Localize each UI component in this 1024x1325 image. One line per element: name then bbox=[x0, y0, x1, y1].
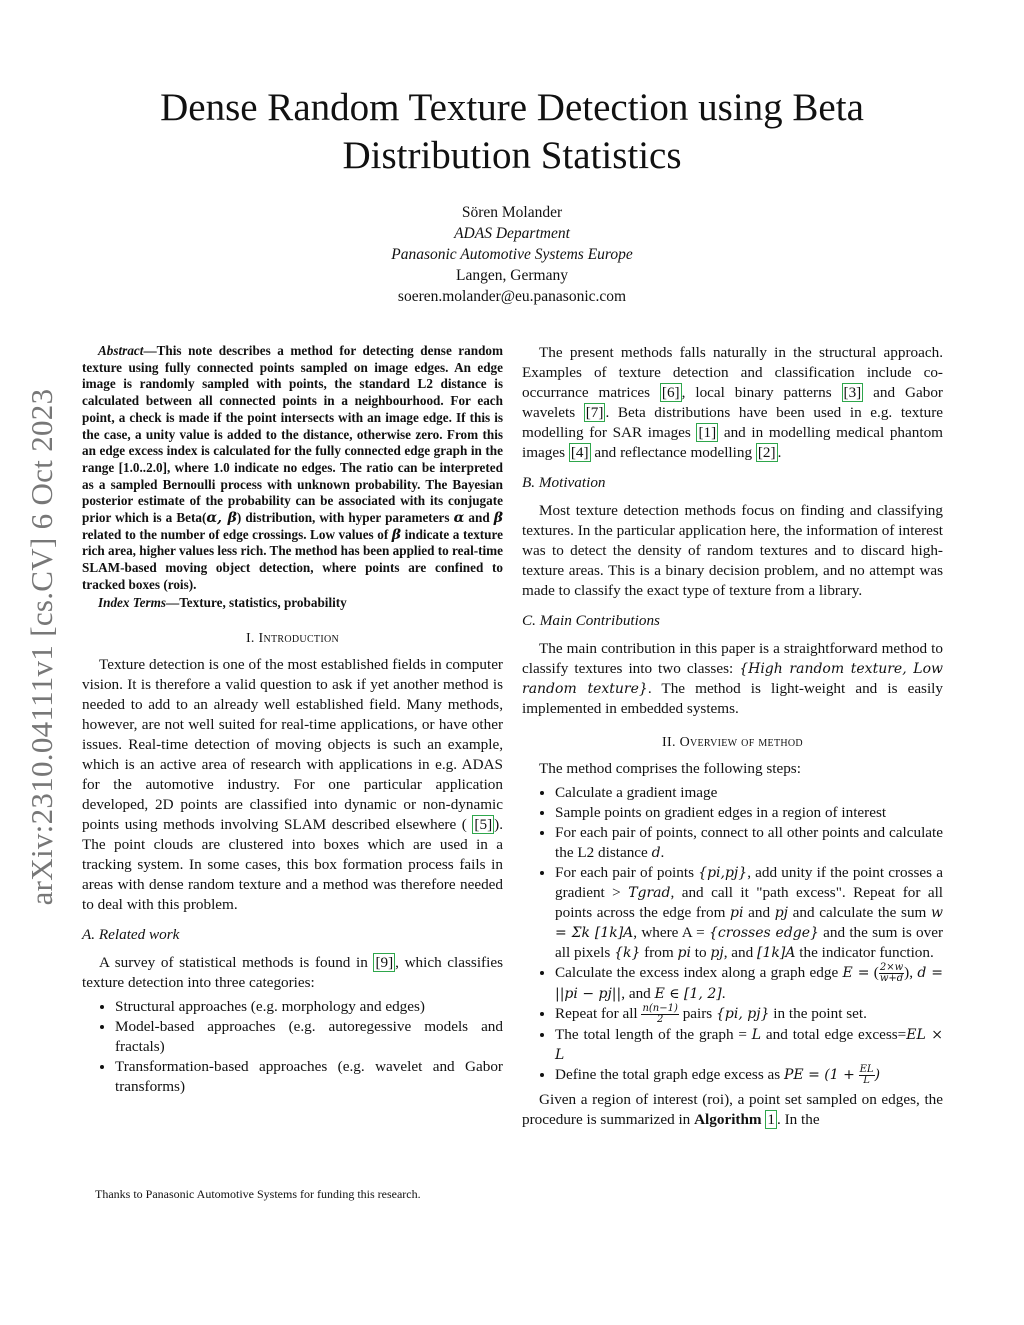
inline-math: d = ||pi − pj|| bbox=[555, 965, 943, 1003]
body-text: . In the bbox=[776, 1111, 820, 1129]
fraction bbox=[879, 963, 904, 984]
step-text: , and bbox=[621, 985, 655, 1003]
author-affiliation: Panasonic Automotive Systems Europe bbox=[391, 246, 633, 263]
method-steps-list bbox=[522, 783, 943, 1086]
inline-math: EL × L bbox=[555, 1027, 943, 1064]
list-item: • Calculate the excess index along a graph edge E = ( $\frac{2\times w}{w+d}$ ), d = ||pi − pj||, and E ∈ [1, 2]. bbox=[555, 963, 943, 1004]
overview-intro: The method comprises the following steps: bbox=[539, 760, 801, 777]
arxiv-sidebar bbox=[12, 365, 72, 930]
step-text: Calculate the excess index along a graph edge bbox=[555, 964, 843, 981]
step-text: Repeat for all bbox=[555, 1005, 642, 1023]
citation-link[interactable]: [3] bbox=[843, 384, 862, 401]
step-text: . bbox=[660, 844, 665, 861]
section-heading-introduction: I. Introduction bbox=[245, 630, 340, 646]
subsection-heading-related-work: A. Related work bbox=[82, 925, 180, 943]
citation-link[interactable]: [7] bbox=[585, 404, 604, 421]
step-text: and the sum is over all pixels bbox=[555, 924, 943, 961]
inline-math: E = bbox=[842, 965, 870, 981]
body-text: . The method is light-weight and is easily implemented in embedded systems. bbox=[522, 680, 943, 717]
inline-math: L bbox=[751, 1027, 762, 1044]
step-text: For each pair of points, connect to all other points and calculate the L2 distance bbox=[555, 824, 943, 861]
algorithm-label: Algorithm bbox=[694, 1111, 762, 1129]
body-text: Given a region of interest (roi), a point set sampled on edges, the procedure is summarized in bbox=[522, 1091, 943, 1129]
inline-math: ) bbox=[874, 1067, 881, 1084]
abstract bbox=[82, 343, 503, 594]
inline-math: PE = (1 + bbox=[783, 1067, 855, 1084]
abstract-text: and bbox=[464, 510, 494, 526]
step-text: . bbox=[721, 985, 726, 1003]
list-item: • Transformation-based approaches (e.g. wavelet and Gabor transforms) bbox=[115, 1057, 503, 1097]
abstract-text: related to the number of edge crossings. Low values of bbox=[82, 526, 392, 542]
citation-link[interactable]: [2] bbox=[757, 444, 776, 461]
abstract-text: —This note describes a method for detecting dense random texture using fully connected points sampled on image edges. An edge image is randomly sampled with points, the standard L2 distance is calculated between all connected points in a neighbourhood. For each point, a check is made if the point intersects with an image edge. If this is the case, a unity value is added to the distance, otherwise zero. From this an edge excess index is calculated for the fully connected edge graph in the range [1.0..2.0], where 1.0 indicate no edges. The ratio can be interpreted as a sampled Bernoulli process with unknown probability. The Bayesian posterior estimate of the probability can be associated with its conjugate prior which is a Beta( bbox=[82, 343, 503, 526]
inline-math: w = Σk [1k]A bbox=[555, 905, 943, 941]
inline-math: pi bbox=[677, 945, 691, 961]
related-methods-paragraph bbox=[522, 343, 943, 463]
related-text: , which classifies texture detection into three categories: bbox=[82, 953, 503, 991]
inline-math: E ∈ [1, 2] bbox=[654, 986, 722, 1003]
summary-paragraph bbox=[522, 1090, 943, 1130]
citation-link[interactable]: [5] bbox=[474, 815, 493, 833]
list-item: • Model-based approaches (e.g. autoregessive models and fractals) bbox=[115, 1017, 503, 1057]
abstract-math: α, β bbox=[206, 510, 237, 527]
inline-math: {pi, pj} bbox=[716, 1006, 770, 1023]
step-text: pairs bbox=[678, 1005, 717, 1023]
subsection-heading-motivation: B. Motivation bbox=[522, 474, 606, 491]
step-text: to bbox=[690, 944, 711, 961]
inline-math: pj bbox=[710, 945, 724, 961]
right-column bbox=[522, 343, 943, 1130]
step-text: , add unity if the point crosses a gradient > bbox=[555, 864, 943, 901]
arxiv-identifier: arXiv:2310.04111v1 [cs.CV] 6 Oct 2023 bbox=[24, 388, 59, 906]
left-column bbox=[82, 343, 503, 1101]
step-text: and bbox=[743, 904, 775, 921]
section-heading-overview: II. Overview of method bbox=[662, 735, 803, 750]
citation-link[interactable]: [4] bbox=[570, 444, 589, 461]
step-text: , where A = bbox=[633, 924, 709, 941]
author-department: ADAS Department bbox=[454, 225, 570, 242]
inline-math: pj bbox=[774, 905, 789, 921]
subsection-heading-contributions: C. Main Contributions bbox=[522, 612, 660, 629]
body-text: and reflectance modelling bbox=[590, 444, 756, 461]
citation-link[interactable]: 1 bbox=[767, 1111, 775, 1129]
step-text: , and call it "path excess". Repeat for all points across the edge from bbox=[555, 884, 944, 921]
step-text: and calculate the sum bbox=[788, 904, 931, 921]
abstract-text: indicate a texture rich area, higher values less rich. The method has been applied to real-time SLAM-based moving object detection, where points are confined to tracked boxes (rois). bbox=[82, 526, 504, 592]
abstract-text: ) distribution, with hyper parameters bbox=[236, 510, 454, 526]
author-name: Sören Molander bbox=[461, 204, 563, 221]
step-text: Define the total graph edge excess as bbox=[555, 1066, 784, 1084]
abstract-math: β bbox=[391, 526, 402, 543]
list-item: • Structural approaches (e.g. morphology and edges) bbox=[115, 997, 503, 1017]
intro-text: Texture detection is one of the most established fields in computer vision. It is therefore a valid question to ask if yet another method is needed to add to an already well established field. Many methods, however, are not well suited for real-time applications, or have other issues. Real-time detection of moving objects is such an example, which is an active area of research with applications in e.g. ADAS for the automotive industry. For one particular application developed, 2D points are classified into dynamic or non-dynamic points using methods involving SLAM described elsewhere ( bbox=[82, 655, 503, 833]
fraction bbox=[641, 1004, 678, 1025]
fraction-denominator: 2 bbox=[656, 1014, 664, 1026]
intro-text: ). The point clouds are clustered into boxes which are used in a tracking system. In some cases, this box formation process fails in areas with dense random texture and a method was therefore needed to deal with this problem. bbox=[82, 815, 503, 913]
step-text: in the point set. bbox=[769, 1005, 867, 1023]
footnote: Thanks to Panasonic Automotive Systems for funding this research. bbox=[95, 1187, 421, 1201]
fraction bbox=[859, 1065, 875, 1086]
step-text: , and bbox=[723, 944, 758, 961]
list-item bbox=[555, 1025, 943, 1065]
abstract-label: Abstract bbox=[98, 343, 144, 358]
inline-math: {High random texture, Low random texture} bbox=[522, 661, 943, 697]
inline-math: {pi,pj} bbox=[698, 865, 748, 881]
list-item: • Calculate a gradient image bbox=[555, 783, 943, 803]
body-text: The main contribution in this paper is a straightforward method to classify textures into two classes: bbox=[522, 640, 943, 677]
body-text: . bbox=[777, 444, 782, 461]
step-text: and total edge excess= bbox=[761, 1026, 907, 1044]
step-text: the indicator function. bbox=[795, 944, 934, 961]
intro-paragraph bbox=[82, 655, 503, 915]
list-item: • Sample points on gradient edges in a region of interest bbox=[555, 803, 943, 823]
fraction-numerator: n(n−1) bbox=[642, 1003, 678, 1015]
body-text: The present methods falls naturally in the structural approach. Examples of texture detection and classification include co-occurrance matrices bbox=[522, 344, 943, 401]
citation-link[interactable]: [1] bbox=[698, 424, 717, 441]
inline-math: Tgrad bbox=[628, 885, 671, 901]
list-item bbox=[555, 823, 943, 863]
contributions-paragraph bbox=[522, 639, 943, 719]
body-text: . Beta distributions have been used in e.g. texture modelling for SAR images bbox=[522, 404, 943, 441]
citation-link[interactable]: [9] bbox=[375, 953, 394, 971]
inline-math: pi bbox=[730, 905, 744, 921]
author-block bbox=[262, 202, 762, 307]
list-item bbox=[555, 863, 943, 963]
fraction-numerator: EL bbox=[859, 1064, 874, 1076]
related-text: A survey of statistical methods is found in bbox=[99, 953, 374, 971]
author-location: Langen, Germany bbox=[456, 267, 568, 284]
author-email: soeren.molander@eu.panasonic.com bbox=[397, 288, 627, 305]
related-work-paragraph bbox=[82, 953, 503, 993]
index-terms bbox=[82, 594, 503, 611]
index-terms-text: —Texture, statistics, probability bbox=[166, 594, 347, 610]
list-item bbox=[555, 1065, 943, 1086]
motivation-paragraph: Most texture detection methods focus on finding and classifying textures. In the particular application here, the information of interest was to detect the density of random textures and to discard high-texture areas. This is a binary decision problem, and no attempt was made to classify the exact type of texture from a library. bbox=[522, 502, 943, 599]
step-text: For each pair of points bbox=[555, 864, 699, 881]
body-text: , local binary patterns bbox=[681, 384, 842, 401]
fraction-denominator: w+d bbox=[879, 973, 904, 985]
paper-title: Dense Random Texture Detection using Beta Distribution Statistics bbox=[160, 86, 864, 177]
step-text: The total length of the graph = bbox=[555, 1026, 752, 1044]
step-text: from bbox=[640, 944, 678, 961]
inline-math: {k} bbox=[614, 945, 641, 961]
body-text: and Gabor wavelets bbox=[522, 384, 943, 421]
body-text: and in modelling medical phantom images bbox=[522, 424, 943, 461]
citation-link[interactable]: [6] bbox=[661, 384, 680, 401]
inline-math: {crosses edge} bbox=[708, 925, 819, 941]
category-list bbox=[82, 997, 503, 1097]
list-item bbox=[555, 1004, 943, 1025]
index-terms-label: Index Terms bbox=[98, 594, 167, 610]
inline-math: [1k]A bbox=[757, 945, 796, 961]
fraction-numerator: 2×w bbox=[879, 962, 904, 974]
abstract-math: β bbox=[493, 510, 503, 527]
abstract-math: α bbox=[453, 510, 465, 527]
inline-math: d bbox=[651, 845, 661, 861]
fraction-denominator: L bbox=[863, 1075, 870, 1087]
